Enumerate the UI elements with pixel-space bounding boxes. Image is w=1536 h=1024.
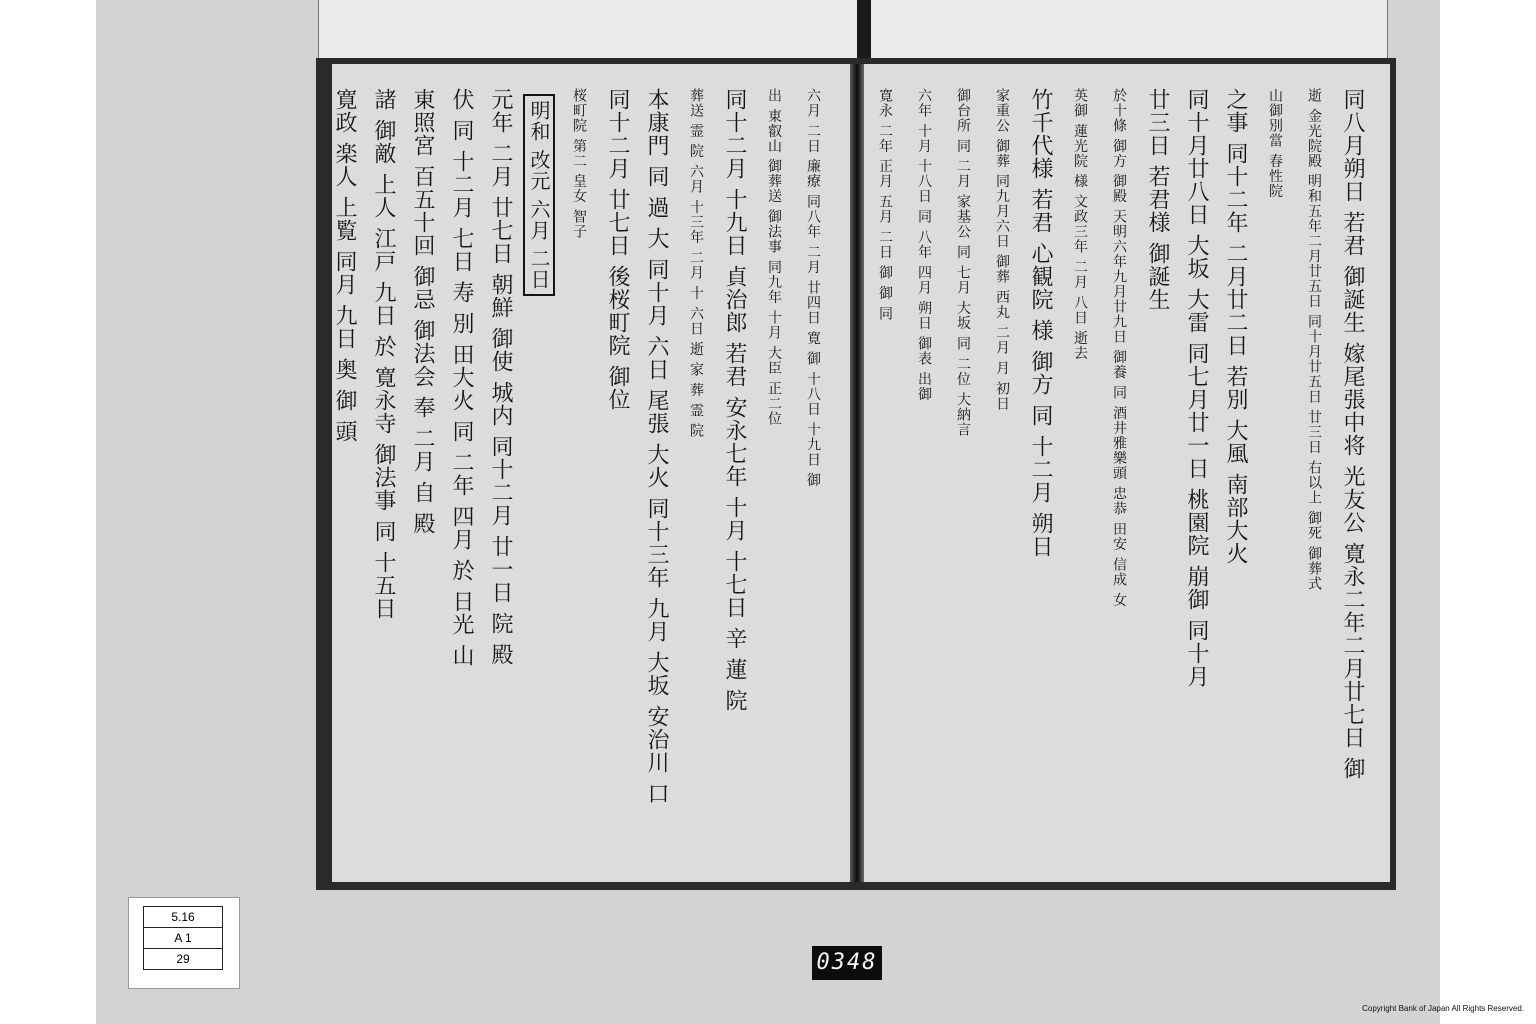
left-page-text [332,88,832,858]
manuscript-column: 葬送 霊 院 六月 十三年 二月 十 六日 逝 家 葬 霊 院 [688,88,704,439]
manuscript-column: 出 東叡山 御葬送 御法事 同九年 十月 大臣 正二位 [766,88,782,427]
right-page [864,64,1390,882]
manuscript-column: 東照宮 百五十回 御忌 御法会 奉 二月 自 殿 [410,88,435,535]
manuscript-column: 寛永 二年 正月 五月 二日 御 御 同 [877,88,893,322]
reference-row: A 1 [144,928,223,949]
manuscript-column: 家重公 御葬 同九月六日 御葬 西丸 二月 月 初日 [994,88,1010,412]
book-spread [316,58,1396,890]
manuscript-column: 廿三日 若君様 御誕生 [1145,88,1170,311]
copyright-notice: Copyright Bank of Japan All Rights Reserved. [1362,1004,1524,1013]
manuscript-column: 山御別當 春性院 [1267,88,1283,199]
book-gutter [850,64,864,882]
frame-number: 0348 [812,946,882,980]
right-page-text [877,88,1372,858]
manuscript-column: 竹千代様 若君 心観院 様 御方 同 十二月 朔日 [1028,88,1053,558]
manuscript-column: 之事 同十二年 二月廿二日 若別 大風 南部大火 [1223,88,1248,565]
manuscript-column: 諸 御敵 上人 江戸 九日 於 寛永寺 御法事 同 十五日 [371,88,396,620]
manuscript-column: 御台所 同 二月 家基公 同 七月 大坂 同 二位 大納言 [955,88,971,438]
manuscript-column: 英御 蓮光院 様 文政三年 二月 八日 逝去 [1072,88,1088,361]
manuscript-column: 同十月廿八日 大坂 大雷 同七月廿一日 桃園院 崩御 同十月 [1184,88,1209,688]
manuscript-column: 同八月朔日 若君 御誕生 嫁尾張中将 光友公 寛永二年二月廿七日 御 [1340,88,1365,780]
manuscript-column: 逝 金光院殿 明和五年二月廿五日 同十月廿五日 廿三日 右以上 御死 御葬式 [1306,88,1322,592]
manuscript-column: 桜町院 第二 皇女 智子 [571,88,587,240]
manuscript-column: 同十二月 廿七日 後桜町院 御位 [605,88,630,411]
manuscript-column: 同十二月 十九日 貞治郎 若君 安永七年 十月 十七日 辛 蓮 院 [722,88,747,712]
manuscript-column: 本康門 同 過 大 同十月 六日 尾張 大火 同十三年 九月 大坂 安治川 口 [644,88,669,805]
manuscript-column: 於十條 御方 御殿 天明六年九月廿九日 御養 同 酒井雅樂頭 忠恭 田安 信成 女 [1111,88,1127,608]
reference-row: 29 [144,949,223,970]
paper-strip [318,0,1388,62]
manuscript-column: 寛政 楽人 上覧 同月 九日 奥 御 頭 [332,88,357,443]
reference-row: 5.16 [144,907,223,928]
manuscript-column: 明和 改元 六月 二日 [523,94,555,296]
reference-label [128,897,240,989]
manuscript-column: 伏 同 十二月 七日 寿 別 田大火 同 二年 四月 於 日光 山 [449,88,474,667]
left-page [332,64,850,882]
strip-divider [857,0,871,62]
manuscript-column: 元年 二月 廿七日 朝鮮 御使 城内 同十二月 廿一日 院 殿 [488,88,513,666]
manuscript-column: 六月 二日 廉療 同八年 二月 廿四日 寛 御 十八日 十九日 御 [805,88,821,488]
manuscript-column: 六年 十月 十八日 同 八年 四月 朔日 御表 出御 [916,88,932,402]
reference-table [143,906,223,970]
